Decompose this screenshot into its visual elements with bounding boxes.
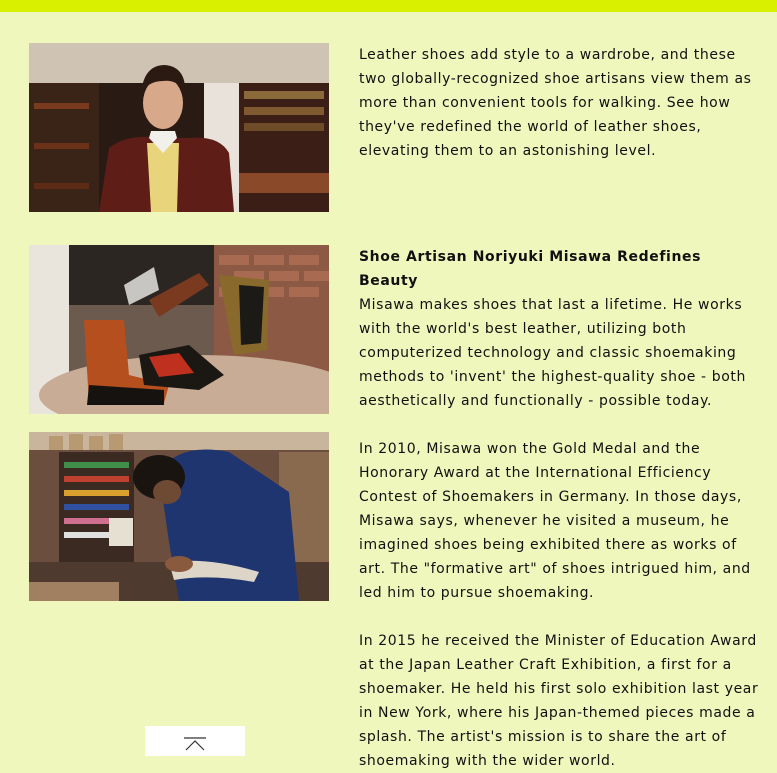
back-to-top-button[interactable] (145, 726, 245, 756)
chevron-up-bar-icon (184, 737, 206, 751)
section-paragraph-3: In 2015 he received the Minister of Education Award at the Japan Leather Craft Exhibition, a first for a shoemaker. He held his first solo exhibition last year in New York, where his Japan-themed pieces made a splash. The artist's mission is to share the art of shoemaking with the wider world. (359, 633, 759, 769)
section-paragraph-2: In 2010, Misawa won the Gold Medal and the Honorary Award at the International Efficiency Contest of Shoemakers in Germany. In those days, Misawa says, whenever he visited a museum, he imagined shoes being exhibited there as works of art. The "formative art" of shoes intrigued him, and led him to pursue shoemaking. (359, 441, 751, 601)
intro-text-block (359, 43, 759, 163)
section-paragraph-1: Misawa makes shoes that last a lifetime. He works with the world's best leather, utilizing both computerized technology and classic shoemaking methods to 'invent' the highest-quality shoe - both aesthetically and functionally - possible today. (359, 297, 746, 409)
artisan-working-photo (29, 432, 329, 601)
misawa-section (359, 245, 759, 773)
art-shoes-photo (29, 245, 329, 414)
top-accent-bar (0, 0, 777, 12)
section-heading: Shoe Artisan Noriyuki Misawa Redefines Beauty (359, 249, 702, 289)
presenter-photo (29, 43, 329, 212)
intro-paragraph: Leather shoes add style to a wardrobe, and these two globally-recognized shoe artisans view them as more than convenient tools for walking. See how they've redefined the world of leather shoes, elevating them to an astonishing level. (359, 47, 752, 159)
